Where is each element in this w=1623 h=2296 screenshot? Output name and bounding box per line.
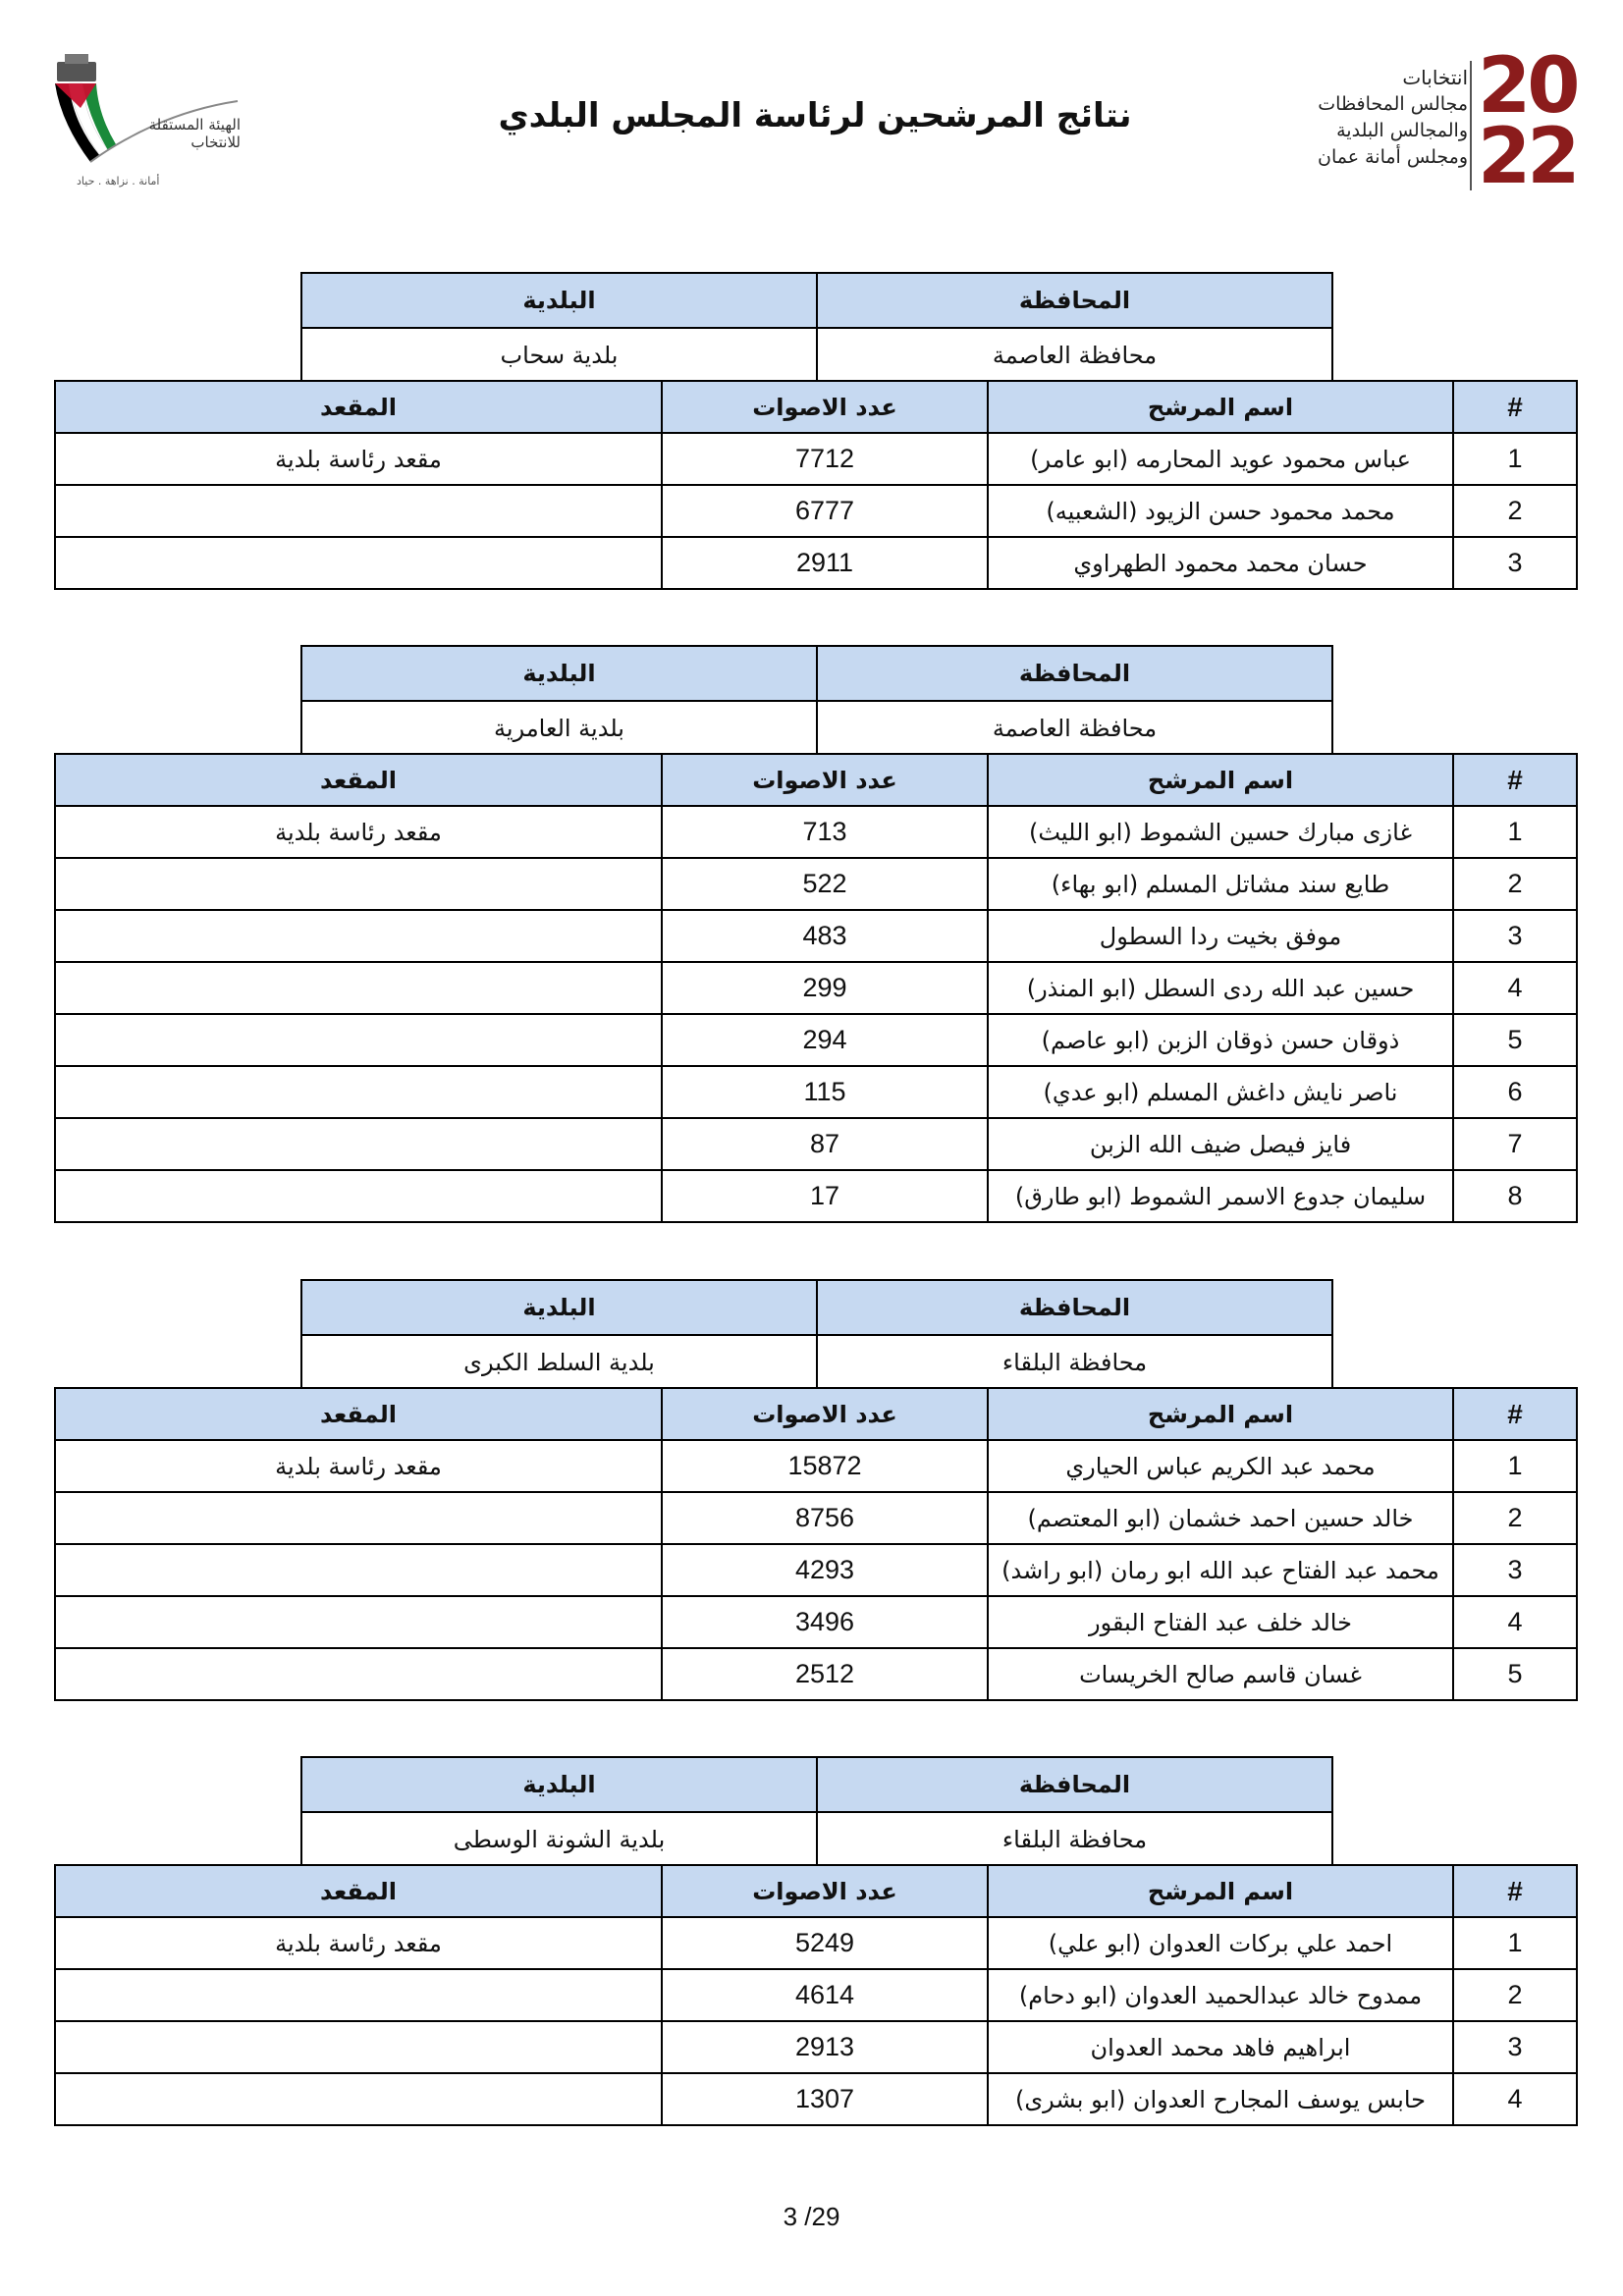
candidate-name: ذوقان حسن ذوقان الزبن (ابو عاصم): [988, 1014, 1453, 1066]
year-bottom: 22: [1478, 113, 1577, 201]
table-row: [55, 1066, 1577, 1118]
iec-name: [108, 116, 241, 151]
year-top: 20: [1478, 42, 1577, 131]
municipality-header: البلدية: [301, 1757, 817, 1812]
vote-count: 294: [662, 1014, 988, 1066]
candidate-name: محمد عبد الكريم عباس الحياري: [988, 1440, 1453, 1492]
candidate-name: سليمان جدوع الاسمر الشموط (ابو طارق): [988, 1170, 1453, 1222]
candidates-table: [54, 753, 1578, 1223]
elections-line-2: والمجالس البلدية: [1336, 120, 1468, 141]
table-row: [55, 2021, 1577, 2073]
vote-count: 8756: [662, 1492, 988, 1544]
seat: [55, 1118, 662, 1170]
row-num: 2: [1453, 858, 1577, 910]
vote-count: 5249: [662, 1917, 988, 1969]
candidate-name: ابراهيم فاهد محمد العدوان: [988, 2021, 1453, 2073]
table-row: [55, 858, 1577, 910]
candidates-table: [54, 1387, 1578, 1701]
table-header-row: [55, 1865, 1577, 1917]
row-num: 5: [1453, 1648, 1577, 1700]
table-header-row: [55, 754, 1577, 806]
candidate-name: طايع سند مشاتل المسلم (ابو بهاء): [988, 858, 1453, 910]
candidate-name: غسان قاسم صالح الخريسات: [988, 1648, 1453, 1700]
table-header-row: [55, 381, 1577, 433]
candidate-name-header: اسم المرشح: [988, 381, 1453, 433]
candidate-name: حسين عبد الله ردى السطل (ابو المنذر): [988, 962, 1453, 1014]
governorate-value: محافظة العاصمة: [817, 701, 1332, 756]
table-header-row: [55, 1388, 1577, 1440]
votes-header: عدد الاصوات: [662, 1388, 988, 1440]
seat: مقعد رئاسة بلدية: [55, 806, 662, 858]
row-num: 4: [1453, 962, 1577, 1014]
candidate-name: خالد حسين احمد خشمان (ابو المعتصم): [988, 1492, 1453, 1544]
municipality-value: بلدية السلط الكبرى: [301, 1335, 817, 1390]
row-num: 1: [1453, 1440, 1577, 1492]
row-num: 2: [1453, 1492, 1577, 1544]
logo-divider: [1470, 61, 1472, 190]
governorate-header: المحافظة: [817, 273, 1332, 328]
seat-header: المقعد: [55, 754, 662, 806]
governorate-header: المحافظة: [817, 646, 1332, 701]
candidate-name: محمد محمود حسن الزيود (الشعبيه): [988, 485, 1453, 537]
location-table: [300, 645, 1333, 757]
location-table: [300, 1756, 1333, 1868]
table-row: [55, 1596, 1577, 1648]
candidate-name: ناصر نايش داغش المسلم (ابو عدي): [988, 1066, 1453, 1118]
table-row: [55, 1118, 1577, 1170]
vote-count: 3496: [662, 1596, 988, 1648]
elections-logo-text: [1286, 65, 1468, 171]
seat: [55, 962, 662, 1014]
governorate-value: محافظة البلقاء: [817, 1335, 1332, 1390]
seat: [55, 1544, 662, 1596]
table-row: [55, 910, 1577, 962]
municipality-value: بلدية الشونة الوسطى: [301, 1812, 817, 1867]
row-num: 7: [1453, 1118, 1577, 1170]
vote-count: 6777: [662, 485, 988, 537]
seat: مقعد رئاسة بلدية: [55, 433, 662, 485]
table-row: [55, 537, 1577, 589]
vote-count: 522: [662, 858, 988, 910]
seat: [55, 2073, 662, 2125]
vote-count: 87: [662, 1118, 988, 1170]
vote-count: 713: [662, 806, 988, 858]
table-row: [55, 2073, 1577, 2125]
table-row: [55, 485, 1577, 537]
num-header: #: [1453, 754, 1577, 806]
table-row: [55, 1170, 1577, 1222]
table-row: [55, 806, 1577, 858]
governorate-value: محافظة العاصمة: [817, 328, 1332, 383]
candidate-name: ممدوح خالد عبدالحميد العدوان (ابو دحام): [988, 1969, 1453, 2021]
num-header: #: [1453, 381, 1577, 433]
row-num: 1: [1453, 433, 1577, 485]
candidate-name-header: اسم المرشح: [988, 1388, 1453, 1440]
table-row: [55, 1440, 1577, 1492]
vote-count: 4614: [662, 1969, 988, 2021]
candidate-name: محمد عبد الفتاح عبد الله ابو رمان (ابو راشد): [988, 1544, 1453, 1596]
row-num: 1: [1453, 806, 1577, 858]
candidate-name: غازى مبارك حسين الشموط (ابو الليث): [988, 806, 1453, 858]
candidate-name: حسان محمد محمود الطهراوي: [988, 537, 1453, 589]
seat: [55, 858, 662, 910]
municipality-value: بلدية سحاب: [301, 328, 817, 383]
row-num: 3: [1453, 537, 1577, 589]
vote-count: 1307: [662, 2073, 988, 2125]
candidate-name: عباس محمود عويد المحارمه (ابو عامر): [988, 433, 1453, 485]
row-num: 4: [1453, 2073, 1577, 2125]
votes-header: عدد الاصوات: [662, 754, 988, 806]
row-num: 3: [1453, 1544, 1577, 1596]
candidate-name: موفق بخيت ردا السطول: [988, 910, 1453, 962]
row-num: 4: [1453, 1596, 1577, 1648]
iec-name-line2: للانتخاب: [190, 133, 241, 151]
seat: [55, 910, 662, 962]
table-row: [55, 1492, 1577, 1544]
seat: مقعد رئاسة بلدية: [55, 1440, 662, 1492]
vote-count: 17: [662, 1170, 988, 1222]
iec-name-line1: الهيئة المستقلة: [148, 116, 241, 133]
elections-line-3: ومجلس أمانة عمان: [1318, 146, 1468, 168]
candidate-name: حابس يوسف المجارح العدوان (ابو بشرى): [988, 2073, 1453, 2125]
table-row: [55, 962, 1577, 1014]
table-row: [55, 1544, 1577, 1596]
seat: [55, 485, 662, 537]
seat-header: المقعد: [55, 1865, 662, 1917]
candidate-name: فايز فيصل ضيف الله الزبن: [988, 1118, 1453, 1170]
page-title: نتائج المرشحين لرئاسة المجلس البلدي: [498, 96, 1132, 135]
governorate-header: المحافظة: [817, 1757, 1332, 1812]
table-row: [55, 1917, 1577, 1969]
seat: [55, 1596, 662, 1648]
location-table: [300, 272, 1333, 384]
num-header: #: [1453, 1388, 1577, 1440]
candidate-name: احمد علي بركات العدوان (ابو علي): [988, 1917, 1453, 1969]
table-row: [55, 1648, 1577, 1700]
municipality-header: البلدية: [301, 273, 817, 328]
seat: [55, 537, 662, 589]
seat: [55, 1170, 662, 1222]
candidates-table: [54, 380, 1578, 590]
row-num: 3: [1453, 910, 1577, 962]
votes-header: عدد الاصوات: [662, 1865, 988, 1917]
table-row: [55, 433, 1577, 485]
row-num: 6: [1453, 1066, 1577, 1118]
row-num: 5: [1453, 1014, 1577, 1066]
seat: مقعد رئاسة بلدية: [55, 1917, 662, 1969]
vote-count: 7712: [662, 433, 988, 485]
seat: [55, 1648, 662, 1700]
vote-count: 115: [662, 1066, 988, 1118]
seat-header: المقعد: [55, 381, 662, 433]
location-table: [300, 1279, 1333, 1391]
candidate-name: خالد خلف عبد الفتاح البقور: [988, 1596, 1453, 1648]
row-num: 2: [1453, 485, 1577, 537]
row-num: 3: [1453, 2021, 1577, 2073]
row-num: 8: [1453, 1170, 1577, 1222]
vote-count: 2911: [662, 537, 988, 589]
year-logo: [1478, 42, 1581, 201]
seat: [55, 2021, 662, 2073]
table-row: [55, 1014, 1577, 1066]
num-header: #: [1453, 1865, 1577, 1917]
page-number: 3 /29: [783, 2202, 840, 2231]
vote-count: 2512: [662, 1648, 988, 1700]
vote-count: 15872: [662, 1440, 988, 1492]
votes-header: عدد الاصوات: [662, 381, 988, 433]
seat: [55, 1492, 662, 1544]
vote-count: 299: [662, 962, 988, 1014]
row-num: 1: [1453, 1917, 1577, 1969]
candidates-table: [54, 1864, 1578, 2126]
municipality-header: البلدية: [301, 646, 817, 701]
seat: [55, 1066, 662, 1118]
candidate-name-header: اسم المرشح: [988, 1865, 1453, 1917]
iec-motto: أمانة . نزاهة . حياد: [77, 175, 160, 187]
seat: [55, 1014, 662, 1066]
row-num: 2: [1453, 1969, 1577, 2021]
vote-count: 4293: [662, 1544, 988, 1596]
governorate-header: المحافظة: [817, 1280, 1332, 1335]
seat: [55, 1969, 662, 2021]
municipality-value: بلدية العامرية: [301, 701, 817, 756]
candidate-name-header: اسم المرشح: [988, 754, 1453, 806]
elections-title: انتخابات: [1402, 66, 1468, 89]
municipality-header: البلدية: [301, 1280, 817, 1335]
table-row: [55, 1969, 1577, 2021]
vote-count: 2913: [662, 2021, 988, 2073]
elections-line-1: مجالس المحافظات: [1318, 93, 1468, 115]
governorate-value: محافظة البلقاء: [817, 1812, 1332, 1867]
vote-count: 483: [662, 910, 988, 962]
seat-header: المقعد: [55, 1388, 662, 1440]
